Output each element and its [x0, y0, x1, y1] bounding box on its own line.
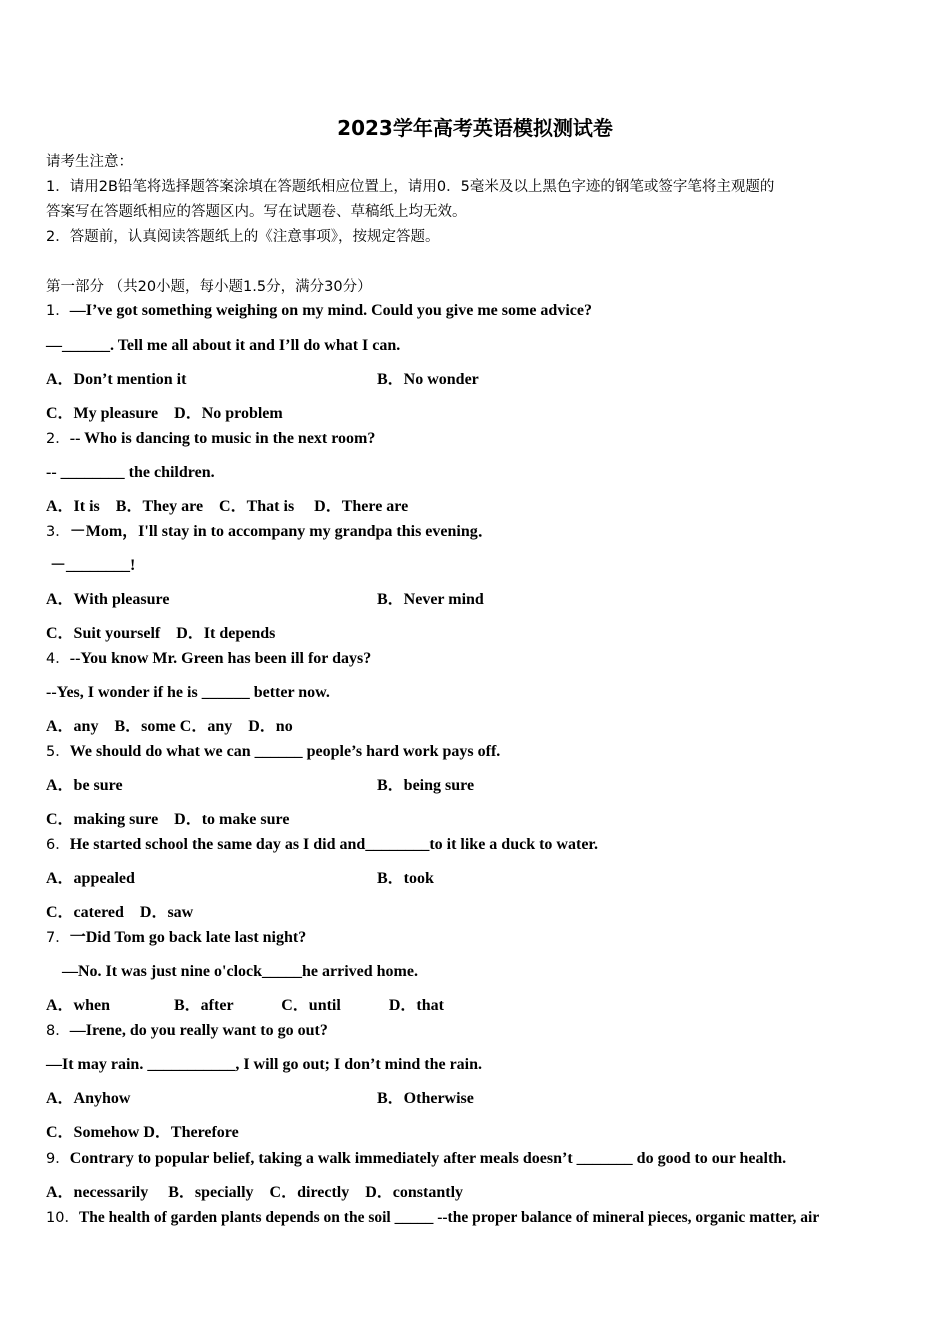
question-number: 10． — [46, 1210, 79, 1226]
question-number: 9． — [46, 1151, 70, 1167]
question-2-options: A．It is B．They are C．That is D．There are — [46, 498, 409, 515]
section-heading: 第一部分 （共20小题，每小题1.5分，满分30分） — [46, 279, 372, 295]
question-4-response: --Yes, I wonder if he is ______ better now. — [46, 684, 330, 701]
question-stem: Contrary to popular belief, taking a walk immediately after meals doesn’t _______ do good to our health. — [69, 1150, 787, 1167]
question-2-response: -- ________ the children. — [46, 464, 215, 481]
question-number: 1． — [46, 303, 70, 319]
question-stem: —Irene, do you really want to go out? — [69, 1022, 328, 1039]
question-stem: We should do what we can ______ people’s hard work pays off. — [69, 743, 501, 760]
question-3-option-b: B．Never mind — [377, 591, 484, 608]
question-1-response: —______. Tell me all about it and I’ll do what I can. — [46, 337, 401, 354]
notice-line-3: 2．答题前，认真阅读答题纸上的《注意事项》，按规定答题。 — [46, 229, 440, 245]
question-8-option-a: A．Anyhow — [46, 1090, 131, 1107]
question-stem: He started school the same day as I did and________to it like a duck to water. — [69, 836, 599, 853]
question-1 — [46, 301, 592, 321]
question-6-options-cd: C．catered D．saw — [46, 904, 194, 921]
question-stem: —I’ve got something weighing on my mind. Could you give me some advice? — [69, 302, 592, 319]
question-stem: -- Who is dancing to music in the next room? — [69, 430, 376, 447]
question-6-option-b: B．took — [377, 870, 434, 887]
question-stem: --You know Mr. Green has been ill for days? — [69, 650, 372, 667]
question-8-options-cd: C．Somehow D．Therefore — [46, 1124, 239, 1141]
question-3-response: －________! — [50, 557, 136, 574]
question-number: 8． — [46, 1023, 70, 1039]
question-number: 7． — [46, 930, 70, 946]
question-5 — [46, 742, 500, 762]
notice-line-2: 答案写在答题纸相应的答题区内。写在试题卷、草稿纸上均无效。 — [46, 204, 467, 220]
question-9 — [46, 1149, 786, 1169]
question-7-response: —No. It was just nine o'clock_____he arrived home. — [62, 963, 418, 980]
question-stem: －Mom，I'll stay in to accompany my grandpa this evening． — [69, 523, 494, 540]
question-10 — [46, 1208, 819, 1228]
question-1-option-b: B．No wonder — [377, 371, 479, 388]
question-4 — [46, 649, 371, 669]
question-3 — [46, 522, 494, 542]
question-8-response: —It may rain. ___________, I will go out; I don’t mind the rain. — [46, 1056, 483, 1073]
question-7 — [46, 928, 306, 948]
notice-heading: 请考生注意： — [46, 154, 133, 170]
question-5-option-b: B．being sure — [377, 777, 475, 794]
question-stem: The health of garden plants depends on the soil _____ --the proper balance of mineral pieces, organic matter, air — [78, 1209, 820, 1226]
question-2 — [46, 429, 375, 449]
question-5-options-cd: C．making sure D．to make sure — [46, 811, 290, 828]
question-1-options-cd: C．My pleasure D．No problem — [46, 405, 283, 422]
question-6-option-a: A．appealed — [46, 870, 135, 887]
question-1-option-a: A．Don’t mention it — [46, 371, 187, 388]
question-5-option-a: A．be sure — [46, 777, 123, 794]
question-3-options-cd: C．Suit yourself D．It depends — [46, 625, 276, 642]
question-number: 4． — [46, 651, 70, 667]
question-stem: 一Did Tom go back late last night? — [69, 929, 307, 946]
question-number: 2． — [46, 431, 70, 447]
question-number: 5． — [46, 744, 70, 760]
notice-line-1: 1．请用2B铅笔将选择题答案涂填在答题纸相应位置上，请用0．5毫米及以上黑色字迹的钢笔或签字笔将主观题的 — [46, 179, 775, 195]
question-6 — [46, 835, 598, 855]
question-3-option-a: A．With pleasure — [46, 591, 170, 608]
question-number: 3． — [46, 524, 70, 540]
question-9-options: A．necessarily B．specially C．directly D．constantly — [46, 1184, 464, 1201]
page-title: 2023学年高考英语模拟测试卷 — [337, 116, 613, 140]
question-4-options: A．any B．some C．any D．no — [46, 718, 293, 735]
question-7-options: A．when B．after C．until D．that — [46, 997, 444, 1014]
question-number: 6． — [46, 837, 70, 853]
question-8-option-b: B．Otherwise — [377, 1090, 474, 1107]
question-8 — [46, 1021, 328, 1041]
